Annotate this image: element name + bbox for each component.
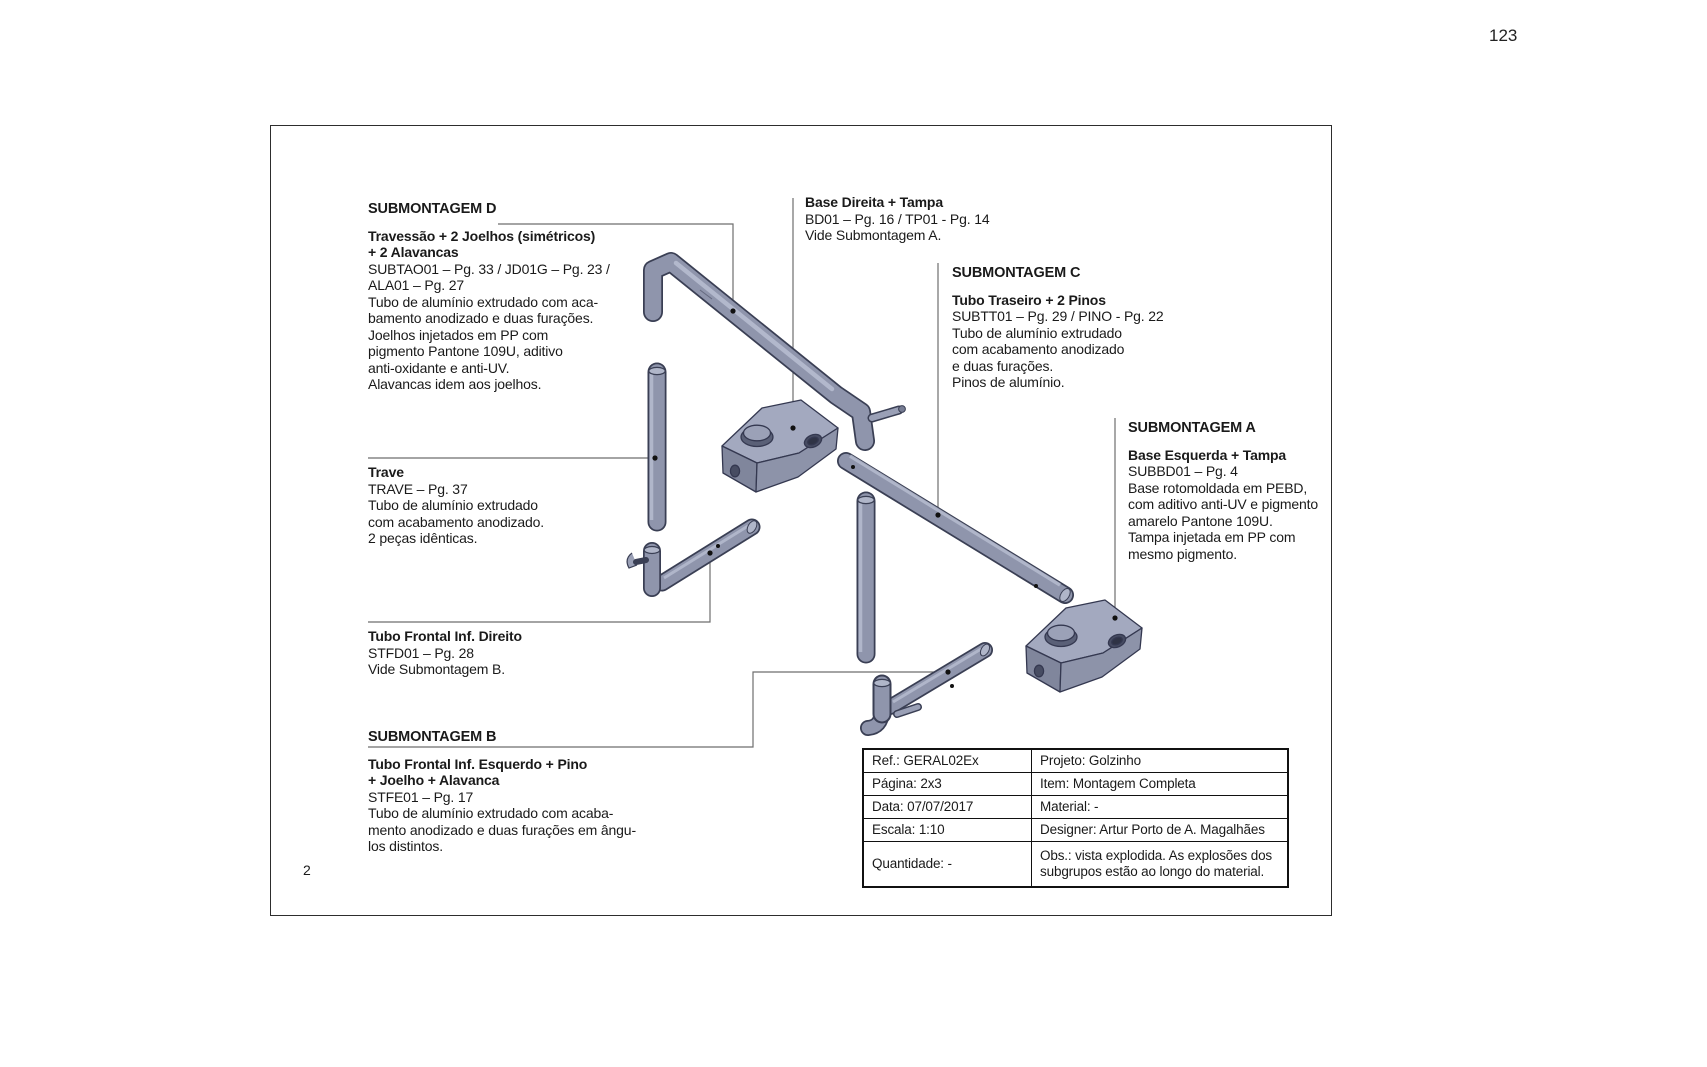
label-submontagem-c: SUBMONTAGEM C Tubo Traseiro + 2 Pinos SUBTT01 – Pg. 29 / PINO - Pg. 22 Tubo de alumínio extrudado com acabamento anodizado e duas furações. Pinos de alumínio. [952,265,1164,390]
title-block-table [862,748,1289,888]
part-trave-1 [649,367,665,522]
label-submontagem-a: SUBMONTAGEM A Base Esquerda + Tampa SUBBD01 – Pg. 4 Base rotomoldada em PEBD, com aditivo anti-UV e pigmento amarelo Pantone 109U. Tampa injetada em PP com mesmo pigmento. [1128,420,1319,562]
part-trave-2 [858,496,874,654]
title-block-cell: Projeto: Golzinho [1032,749,1289,772]
label-trave: Trave TRAVE – Pg. 37 Tubo de alumínio extrudado com acabamento anodizado. 2 peças idênticas. [368,464,545,546]
title-block-cell: Página: 2x3 [863,772,1032,795]
table-row [863,749,1288,772]
title-block-cell: Item: Montagem Completa [1032,772,1289,795]
label-heading: SUBMONTAGEM C [952,265,1081,281]
table-row [863,772,1288,795]
part-tubo-frontal-direito [627,519,759,588]
table-row [863,841,1288,887]
part-submontagem-b [868,643,991,728]
page-number: 123 [1489,26,1518,45]
part-alavanca-direita [872,406,905,418]
part-base-direita [722,400,838,492]
title-block-cell: Escala: 1:10 [863,818,1032,841]
part-tubo-traseiro [846,456,1072,603]
title-block-cell: Designer: Artur Porto de A. Magalhães [1032,818,1289,841]
label-heading: SUBMONTAGEM B [368,729,497,745]
table-row [863,818,1288,841]
label-submontagem-b: SUBMONTAGEM B Tubo Frontal Inf. Esquerdo + Pino + Joelho + Alavanca STFE01 – Pg. 17 Tubo de alumínio extrudado com acaba- mento anodizado e duas furações em ângu- los distintos. [368,729,636,854]
title-block-cell: Obs.: vista explodida. As explosões dos subgrupos estão ao longo do material. [1032,841,1289,887]
title-block-cell: Material: - [1032,795,1289,818]
title-block-cell: Data: 07/07/2017 [863,795,1032,818]
table-row [863,795,1288,818]
label-heading: SUBMONTAGEM A [1128,420,1256,436]
label-heading: SUBMONTAGEM D [368,201,497,217]
figure-number: 2 [303,862,311,878]
part-base-esquerda [1026,600,1142,692]
label-submontagem-d: SUBMONTAGEM D Travessão + 2 Joelhos (simétricos) + 2 Alavancas SUBTAO01 – Pg. 33 / JD01G – Pg. 23 / ALA01 – Pg. 27 Tubo de alumínio extrudado com aca- bamento anodizado e duas furações. Joelhos injetados em PP com pigmento Pantone 109U, aditivo anti-oxidante e anti-UV. Alavancas idem aos joelhos. [368,201,610,392]
label-tubo-frontal-direito: Tubo Frontal Inf. Direito STFD01 – Pg. 28 Vide Submontagem B. [368,628,522,677]
title-block-cell: Ref.: GERAL02Ex [863,749,1032,772]
label-base-direita: Base Direita + Tampa BD01 – Pg. 16 / TP01 - Pg. 14 Vide Submontagem A. [805,194,990,243]
title-block-cell: Quantidade: - [863,841,1032,887]
